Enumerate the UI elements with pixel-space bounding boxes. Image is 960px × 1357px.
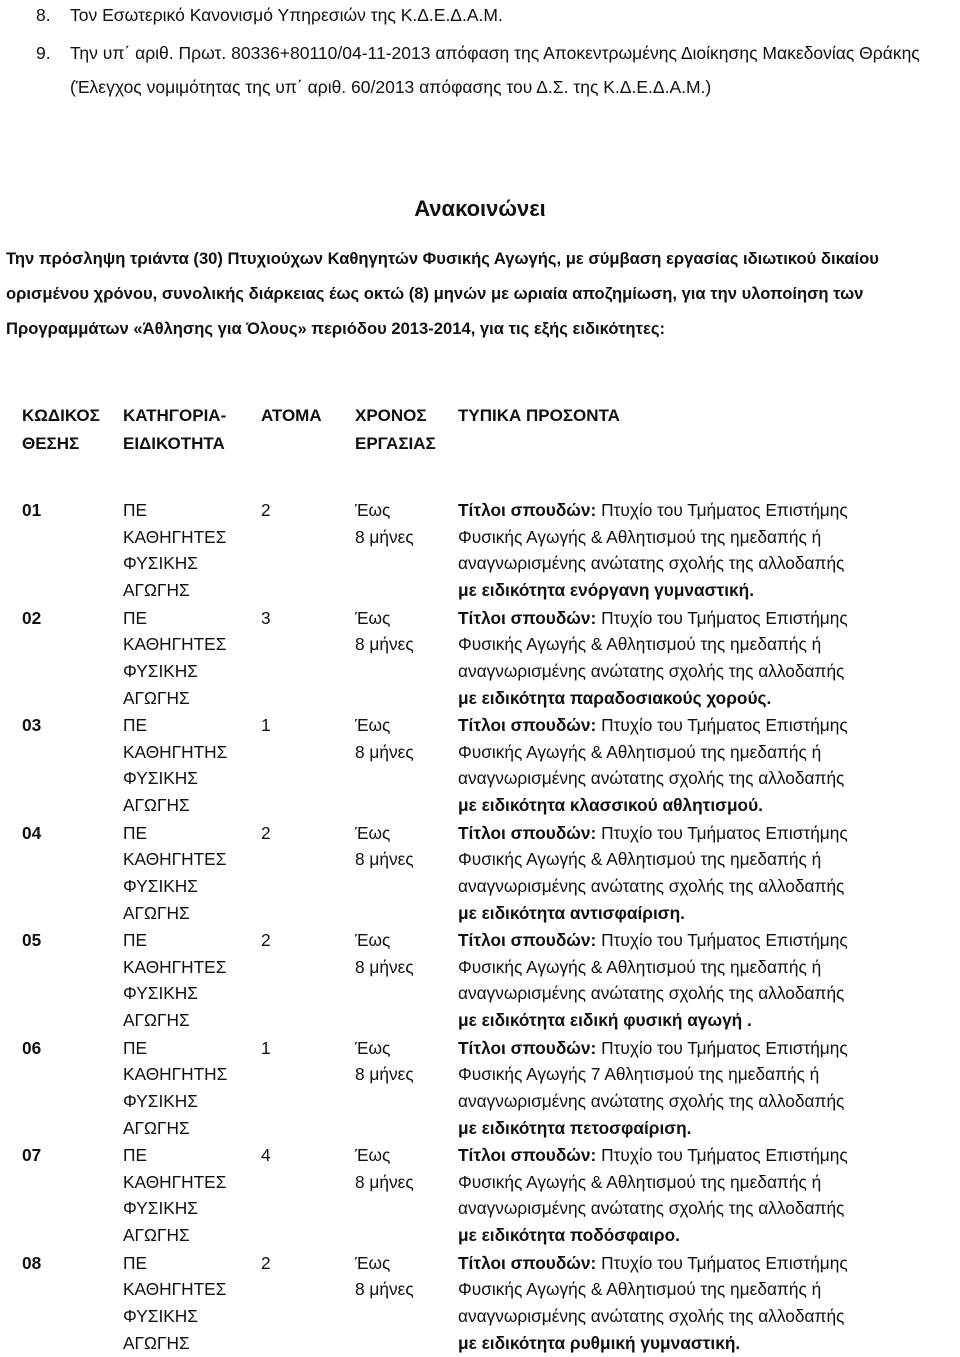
cell-code: 06: [22, 1035, 112, 1062]
cell-duration: Έως 8 μήνες: [355, 1142, 455, 1195]
list-item-text: Την υπ΄ αριθ. Πρωτ. 80336+80110/04-11-2013 απόφαση της Αποκεντρωμένης Διοίκησης Μακεδονίας Θράκης (Έλεγχος νομιμότητας της υπ΄ αριθ. 60/2013 απόφασης του Δ.Σ. της Κ.Δ.Ε.Δ.Α.Μ.): [70, 36, 936, 104]
req-label: Τίτλοι σπουδών:: [458, 930, 596, 950]
cell-duration: Έως 8 μήνες: [355, 605, 455, 658]
header-people: ΑΤΟΜΑ: [261, 402, 341, 430]
cell-category: ΠΕ ΚΑΘΗΓΗΤΗΣ ΦΥΣΙΚΗΣ ΑΓΩΓΗΣ: [123, 712, 253, 819]
req-label: Τίτλοι σπουδών:: [458, 823, 596, 843]
cell-requirements: Τίτλοι σπουδών: Πτυχίο του Τμήματος Επιστήμης Φυσικής Αγωγής & Αθλητισμού της ημεδαπής ή αναγνωρισμένης ανώτατης σχολής της αλλοδαπής με ειδικότητα κλασσικού αθλητισμού.: [458, 712, 958, 819]
req-specialty: με ειδικότητα ενόργανη γυμναστική.: [458, 577, 958, 604]
cell-code: 04: [22, 820, 112, 847]
table-row: [0, 712, 960, 820]
header-code: ΚΩΔΙΚΟΣ ΘΕΣΗΣ: [22, 402, 112, 458]
cell-code: 07: [22, 1142, 112, 1169]
cell-people: 4: [261, 1142, 341, 1169]
header-requirements: ΤΥΠΙΚΑ ΠΡΟΣΟΝΤΑ: [458, 402, 958, 430]
cell-requirements: Τίτλοι σπουδών: Πτυχίο του Τμήματος Επιστήμης Φυσικής Αγωγής & Αθλητισμού της ημεδαπής ή αναγνωρισμένης ανώτατης σχολής της αλλοδαπής με ειδικότητα ενόργανη γυμναστική.: [458, 497, 958, 604]
req-label: Τίτλοι σπουδών:: [458, 715, 596, 735]
cell-category: ΠΕ ΚΑΘΗΓΗΤΕΣ ΦΥΣΙΚΗΣ ΑΓΩΓΗΣ: [123, 497, 253, 604]
cell-category: ΠΕ ΚΑΘΗΓΗΤΗΣ ΦΥΣΙΚΗΣ ΑΓΩΓΗΣ: [123, 1035, 253, 1142]
cell-requirements: Τίτλοι σπουδών: Πτυχίο του Τμήματος Επιστήμης Φυσικής Αγωγής & Αθλητισμού της ημεδαπής ή αναγνωρισμένης ανώτατης σχολής της αλλοδαπής με ειδικότητα παραδοσιακούς χορούς.: [458, 605, 958, 712]
cell-requirements: Τίτλοι σπουδών: Πτυχίο του Τμήματος Επιστήμης Φυσικής Αγωγής & Αθλητισμού της ημεδαπής ή αναγνωρισμένης ανώτατης σχολής της αλλοδαπής με ειδικότητα ρυθμική γυμναστική.: [458, 1250, 958, 1357]
cell-duration: Έως 8 μήνες: [355, 820, 455, 873]
cell-code: 08: [22, 1250, 112, 1277]
cell-requirements: Τίτλοι σπουδών: Πτυχίο του Τμήματος Επιστήμης Φυσικής Αγωγής & Αθλητισμού της ημεδαπής ή αναγνωρισμένης ανώτατης σχολής της αλλοδαπής με ειδικότητα ειδική φυσική αγωγή .: [458, 927, 958, 1034]
req-label: Τίτλοι σπουδών:: [458, 1145, 596, 1165]
req-label: Τίτλοι σπουδών:: [458, 500, 596, 520]
cell-code: 03: [22, 712, 112, 739]
table-row: [0, 605, 960, 713]
intro-paragraph: Την πρόσληψη τριάντα (30) Πτυχιούχων Καθηγητών Φυσικής Αγωγής, με σύμβαση εργασίας ιδιωτικού δικαίου ορισμένου χρόνου, συνολικής διάρκειας έως οκτώ (8) μηνών με ωριαία αποζημίωση, για την υλοποίηση των Προγραμμάτων «Άθλησης για Όλους» περιόδου 2013-2014, για τις εξής ειδικότητες:: [6, 241, 956, 346]
cell-people: 2: [261, 1250, 341, 1277]
cell-requirements: Τίτλοι σπουδών: Πτυχίο του Τμήματος Επιστήμης Φυσικής Αγωγής 7 Αθλητισμού της ημεδαπής ή αναγνωρισμένης ανώτατης σχολής της αλλοδαπής με ειδικότητα πετοσφαίριση.: [458, 1035, 958, 1142]
list-item-text: Τον Εσωτερικό Κανονισμό Υπηρεσιών της Κ.Δ.Ε.Δ.Α.Μ.: [70, 2, 503, 29]
table-row: [0, 497, 960, 605]
cell-category: ΠΕ ΚΑΘΗΓΗΤΕΣ ΦΥΣΙΚΗΣ ΑΓΩΓΗΣ: [123, 820, 253, 927]
cell-requirements: Τίτλοι σπουδών: Πτυχίο του Τμήματος Επιστήμης Φυσικής Αγωγής & Αθλητισμού της ημεδαπής ή αναγνωρισμένης ανώτατης σχολής της αλλοδαπής με ειδικότητα ποδόσφαιρο.: [458, 1142, 958, 1249]
table-row: [0, 820, 960, 928]
req-specialty: με ειδικότητα αντισφαίριση.: [458, 900, 958, 927]
cell-category: ΠΕ ΚΑΘΗΓΗΤΕΣ ΦΥΣΙΚΗΣ ΑΓΩΓΗΣ: [123, 1250, 253, 1357]
req-specialty: με ειδικότητα παραδοσιακούς χορούς.: [458, 685, 958, 712]
cell-category: ΠΕ ΚΑΘΗΓΗΤΕΣ ΦΥΣΙΚΗΣ ΑΓΩΓΗΣ: [123, 1142, 253, 1249]
req-label: Τίτλοι σπουδών:: [458, 1038, 596, 1058]
table-body: [0, 497, 960, 1357]
list-item-number: 9.: [36, 36, 70, 104]
cell-requirements: Τίτλοι σπουδών: Πτυχίο του Τμήματος Επιστήμης Φυσικής Αγωγής & Αθλητισμού της ημεδαπής ή αναγνωρισμένης ανώτατης σχολής της αλλοδαπής με ειδικότητα αντισφαίριση.: [458, 820, 958, 927]
cell-people: 3: [261, 605, 341, 632]
cell-duration: Έως 8 μήνες: [355, 712, 455, 765]
table-row: [0, 927, 960, 1035]
cell-code: 02: [22, 605, 112, 632]
req-specialty: με ειδικότητα ποδόσφαιρο.: [458, 1222, 958, 1249]
list-item-number: 8.: [36, 2, 70, 29]
list-item: [36, 36, 936, 104]
req-specialty: με ειδικότητα ρυθμική γυμναστική.: [458, 1330, 958, 1357]
cell-code: 01: [22, 497, 112, 524]
cell-people: 2: [261, 497, 341, 524]
cell-people: 1: [261, 1035, 341, 1062]
header-category: ΚΑΤΗΓΟΡΙΑ- ΕΙΔΙΚΟΤΗΤΑ: [123, 402, 253, 458]
cell-duration: Έως 8 μήνες: [355, 497, 455, 550]
cell-category: ΠΕ ΚΑΘΗΓΗΤΕΣ ΦΥΣΙΚΗΣ ΑΓΩΓΗΣ: [123, 605, 253, 712]
cell-people: 2: [261, 820, 341, 847]
cell-duration: Έως 8 μήνες: [355, 927, 455, 980]
cell-duration: Έως 8 μήνες: [355, 1035, 455, 1088]
table-row: [0, 1035, 960, 1143]
list-item: [36, 2, 503, 29]
table-row: [0, 1142, 960, 1250]
cell-code: 05: [22, 927, 112, 954]
req-specialty: με ειδικότητα πετοσφαίριση.: [458, 1115, 958, 1142]
table-row: [0, 1250, 960, 1357]
cell-duration: Έως 8 μήνες: [355, 1250, 455, 1303]
req-label: Τίτλοι σπουδών:: [458, 608, 596, 628]
announcement-heading: Ανακοινώνει: [0, 196, 960, 222]
req-specialty: με ειδικότητα κλασσικού αθλητισμού.: [458, 792, 958, 819]
cell-people: 1: [261, 712, 341, 739]
cell-people: 2: [261, 927, 341, 954]
header-duration: ΧΡΟΝΟΣ ΕΡΓΑΣΙΑΣ: [355, 402, 455, 458]
req-label: Τίτλοι σπουδών:: [458, 1253, 596, 1273]
req-specialty: με ειδικότητα ειδική φυσική αγωγή .: [458, 1007, 958, 1034]
cell-category: ΠΕ ΚΑΘΗΓΗΤΕΣ ΦΥΣΙΚΗΣ ΑΓΩΓΗΣ: [123, 927, 253, 1034]
